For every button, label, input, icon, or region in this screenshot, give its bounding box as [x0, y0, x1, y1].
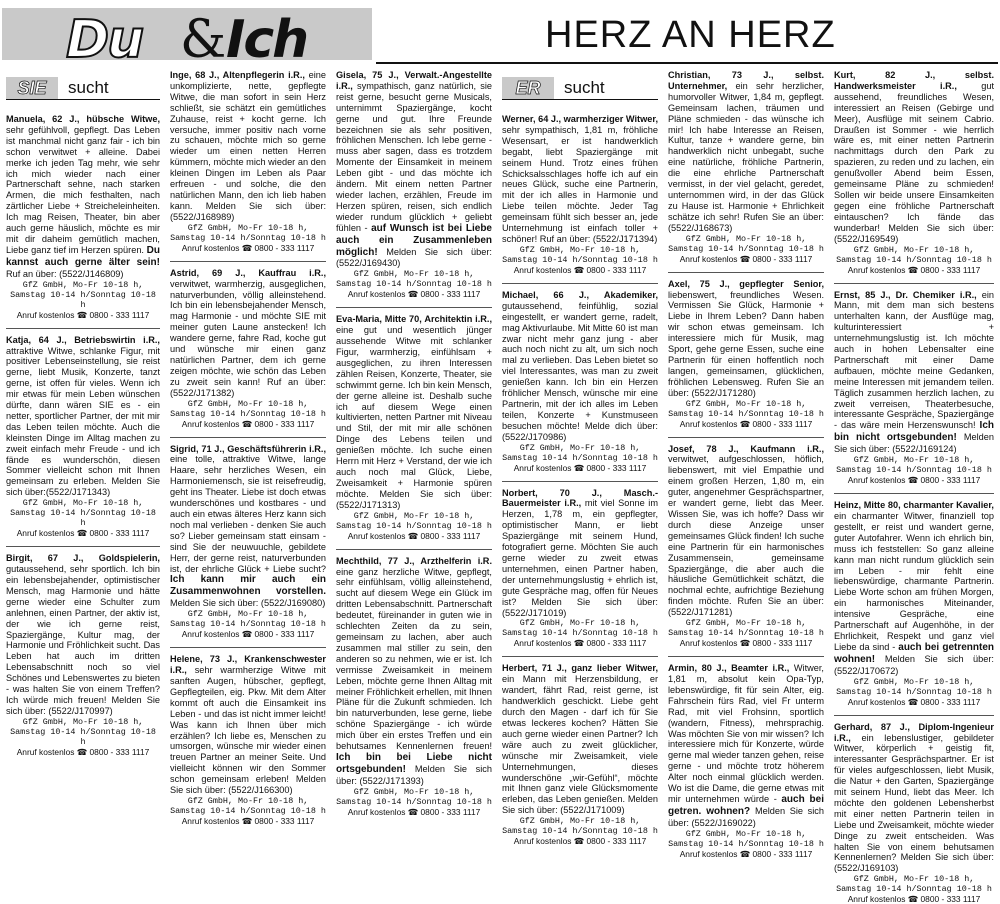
- classified-ad: [834, 290, 994, 486]
- section-header-er: [502, 70, 658, 100]
- ad-text: [170, 70, 326, 223]
- ad-headline: Manuela, 62 J., hübsche Witwe,: [6, 114, 160, 124]
- ad-separator: [170, 647, 326, 648]
- ad-body: sympathisch, ganz natürlich, sie reist gerne, besucht gerne Musicals, unternimmt Spaziergänge, kocht gerne und gut. Ihre Freunde bezeichnen sie als sehr positiven, fröhlichen Menschen. Ich lebe gerne - muss aber sagen, dass es trotzdem Momente der Einsamkeit in meinem Leben gibt - und das möchte ich ändern. Mit einem netten Partner wieder lachen, erzählen, Freude im Herzen spüren, reisen, sich endlich wieder rundum glücklich + geliebt fühlen -: [336, 80, 492, 233]
- section-word-sie: sucht: [68, 78, 109, 97]
- ad-reference: Melden Sie sich über: (5522/J171009): [502, 794, 658, 816]
- ad-headline: Josef, 78 J., Kaufmann i.R.,: [668, 443, 824, 454]
- ad-text: [668, 70, 824, 234]
- page-title: HERZ AN HERZ: [545, 14, 836, 56]
- classified-ad: [668, 279, 824, 429]
- ad-headline: Werner, 64 J., warmherziger Witwer,: [502, 114, 658, 124]
- ad-body: gutaussehend, sehr sportlich. Ich bin ein lebensbejahender, optimistischer Mensch, mag Harmonie und hätte gerne wieder eine Schulter zum anlehnen, einen Partner, der aktiv ist, der wie ich gerne reist, Spaziergänge, Kultur mag, der Harmonie und Fröhlichkeit sucht. Das Leben hat auch im dritten Lebensabschnitt noch so viel Schönes und Lebenswertes zu bieten - was halten Sie von einem Treffen? Ich würde mich freuen!: [6, 564, 160, 705]
- classified-ad: [170, 654, 326, 826]
- ad-headline: Axel, 75 J., gepflegter Senior,: [668, 278, 824, 289]
- ad-reference: Melden Sie sich über: (5522/J171019): [502, 596, 658, 618]
- ad-body: eine ganz herzliche Witwe, gepflegt, sehr einfühlsam, völlig alleinstehend, sucht auf diesem Wege ein Glück im dritten Lebensabschnitt. Partnerschaft bedeutet, füreinander in guten wie in schlechten Zeiten da zu sein, gemeinsam zu lachen, aber auch zusammen mal stiller zu sein, den anderen so zu nehmen, wie er ist. Ich vermisse Zweisamkeit in meinem Leben, möchte gerne Ihnen Alltag mit meiner Fröhlichkeit erhellen, mit Ihnen Pläne für die Zukunft schmieden. Ich bin naturverbunden, lese gerne, liebe schöne Spaziergänge - ich würde mich über ein erstes Treffen und ein behutsames Kennenlernen freuen!: [336, 566, 492, 752]
- ad-separator: [668, 272, 824, 273]
- ad-highlight: Ich bin nicht ortsgebunden!: [834, 420, 994, 444]
- column-6: [834, 70, 994, 904]
- classified-ad: [668, 70, 824, 264]
- ad-contact-line1: GfZ GmbH, Mo-Fr 10-18 h,: [187, 398, 309, 409]
- ad-headline: Sigrid, 71 J., Geschäftsführerin i.R.,: [170, 443, 326, 454]
- ad-contact-line2: Samstag 10-14 h/Sonntag 10-18 h: [502, 452, 658, 463]
- ad-contact-line2: Samstag 10-14 h/Sonntag 10-18 h: [336, 796, 492, 807]
- ad-body: ein charmanter Witwer, finanziell top gestellt, er reist und wandert gerne, guter Autofahrer. Wenn ich ehrlich bin, muss ich feststellen: So ganz alleine kann man nicht rundum glücklich sein im Leben - mir fehlt eine liebenswürdige, charmante Partnerin. Liebe Worte schon am frühen Morgen, ein harmonisches Miteinander, intensive Gespräche, eine Partnerschaft auf Augenhöhe, in der Ehrlichkeit, Respekt und ganz viel Liebe da sind -: [834, 511, 994, 652]
- ad-contact-line1: GfZ GmbH, Mo-Fr 10-18 h,: [853, 676, 975, 687]
- ad-separator: [6, 546, 160, 547]
- ad-list: [6, 114, 160, 757]
- ad-reference: Ruf an über: (5522/J171382): [170, 376, 326, 398]
- ad-contact-line2: Samstag 10-14 h/Sonntag 10-18 h: [10, 726, 156, 747]
- ad-body: ein lebenslustiger, gebildeter Witwer, körperlich + geistig fit, interessanter Gesprächspartner. Er ist für vieles aufgeschlossen, liebt Musik, die Natur + den Garten, Spaziergänge mit seinem Hund, liebt das Meer. Ich möchte den goldenen Lebensherbst mit einer netten Partnerin teilen in Liebe und Zweisamkeit, möchte wieder Dinge zu zweit entscheiden. Was halten Sie von einem behutsamen Kennenlernen?: [834, 732, 994, 863]
- ad-list: [668, 70, 824, 859]
- section-tag-er: ER: [502, 77, 554, 99]
- ad-headline: Gisela, 75 J., Verwalt.-Angestellte i.R.,: [336, 70, 492, 91]
- ad-text: [834, 500, 994, 677]
- ad-text: [668, 444, 824, 619]
- ad-body: gutaussehend, feinfühlig, sozial eingestellt, er wandert gerne, radelt, mag Aktivurlaube. Mit Mitte 60 ist man zwar nicht mehr ganz jung - aber auch noch nicht zu alt, um sich noch mal zu verlieben. Das Leben bietet so viel Interessantes, was man zu zweit genießen kann. Ich bin ein Herzen fröhlicher Mensch, wünsche mir eine Partnerin, mit der ich alles im Leben teilen, Konzerte + Kunstmuseen besuchen möchte!: [502, 300, 658, 431]
- ad-contact-phone: Anruf kostenlos ☎ 0800 - 333 1117: [847, 696, 981, 707]
- ad-list: [170, 70, 326, 826]
- classified-ad: [336, 314, 492, 540]
- ad-contact-line2: Samstag 10-14 h/Sonntag 10-18 h: [668, 628, 824, 639]
- ad-reference: Melden Sie sich über: (5522/J168989): [170, 200, 326, 222]
- classified-ad: [336, 556, 492, 817]
- ad-contact-phone: Anruf kostenlos ☎ 0800 - 333 1117: [347, 806, 481, 817]
- ad-contact-line1: GfZ GmbH, Mo-Fr 10-18 h,: [685, 233, 807, 244]
- ad-headline: Birgit, 67 J., Goldspielerin,: [6, 553, 160, 564]
- logo-du: Du: [66, 10, 143, 70]
- column-5: [668, 70, 825, 859]
- ad-contact-line2: Samstag 10-14 h/Sonntag 10-18 h: [170, 805, 326, 816]
- classified-ad: [502, 663, 658, 846]
- ad-headline: Christian, 73 J., selbst. Unternehmer,: [668, 70, 824, 91]
- ad-separator: [502, 283, 658, 284]
- ad-text: [336, 314, 492, 510]
- ad-contact-line1: GfZ GmbH, Mo-Fr 10-18 h,: [853, 244, 975, 255]
- ad-body: eine gut und wesentlich jünger aussehende Witwe mit schlanker Figur, warmherzig, einfühlsam + ausgeglichen, zu ihren Interessen zählen Reisen, Konzerte, Theater, sie schwimmt gerne. Ich bin kein Mensch, der gerne alleine ist. Deshalb suche ich auf diesem Wege einen kultivierten, netten Partner mit Niveau und Stil, der mit mir alle schönen Dinge des Lebens teilen und genießen möchte. Ich suche einen Herrn mit Herz + Verstand, der wie ich auch noch mal Glück, Liebe, Zweisamkeit + Harmonie spüren möchte.: [336, 325, 492, 499]
- section-tag-sie: SIE: [6, 77, 58, 99]
- ad-separator: [336, 549, 492, 550]
- ad-body: sehr gefühlvoll, gepflegt. Das Leben ist manchmal nicht ganz fair - ich bin schon verwitwet + alleine. Dabei merke ich jeden Tag mehr, wie sehr ich mich wieder nach einer Partnerschaft sehne, nach starken Armen, die mich festhalten, nach zärtlicher Liebe + Streicheleinheiten. Ich mag Reisen, Theater, bin aber auch gerne häuslich, möchte es mir mit dir daheim gemütlich machen, Liebe ganz tief im Herzen spüren.: [6, 124, 160, 255]
- page-header: [0, 0, 1000, 68]
- classified-ad: [170, 268, 326, 429]
- classified-ad: [834, 500, 994, 707]
- ad-separator: [834, 283, 994, 284]
- ad-body: mit viel Sonne im Herzen, 1,78 m, ein gepflegter, optimistischer Mann, er liebt Spaziergänge mit seinem Hund, fotografiert gerne. Möchten Sie auch gerne wieder zu zweit etwas unternehmen, einen Partner haben, der unternehmungslustig + ehrlich ist, gute Gespräche mag, offen für Neues ist?: [502, 498, 658, 607]
- ad-reference: Melden Sie sich über: (5522/J169022): [668, 805, 825, 828]
- ad-separator: [834, 715, 994, 716]
- ad-contact-phone: Anruf kostenlos ☎ 0800 - 333 1117: [847, 894, 981, 904]
- ad-contact-phone: Anruf kostenlos ☎ 0800 - 333 1117: [679, 848, 813, 859]
- ad-reference: Melden Sie sich über:(5522/J171343): [6, 476, 160, 498]
- ad-contact-line2: Samstag 10-14 h/Sonntag 10-18 h: [502, 826, 658, 837]
- ad-contact-phone: Anruf kostenlos ☎ 0800 - 333 1117: [16, 528, 150, 539]
- ad-contact-phone: Anruf kostenlos ☎ 0800 - 333 1117: [679, 638, 813, 649]
- classified-ad: [668, 444, 824, 649]
- ad-body: verwitwet, warmherzig, ausgeglichen, naturverbunden, völlig alleinstehend. Ich bin ein lebensbejahender Mensch, mag Harmonie - und möchte SIE mit meiner guten Laune anstecken! Ich wandere gerne, fahre Rad, koche gut und wünsche mir einen ganz natürlichen Partner, dem ich gerne zeigen möchte, wie schön das Leben zu zweit sein kann!: [170, 278, 326, 387]
- ad-body: sehr sympathisch, 1,81 m, fröhliche Wesensart, er ist handwerklich begabt, liebt Spaziergänge mit seinem Hund. Trotz eines frühen Schicksalsschlages hoffe ich auf ein neues Glück, suche eine Partnerin, mit der ich alles in Harmonie und Liebe teilen möchte. Jeder Tag gemeinsam fühlt sich besser an, jede Unternehmung ist einfach toller + schöner! Ruf an über: (5522/J171394): [502, 124, 658, 244]
- ad-reference: Melden Sie sich über: (5522/J166300): [170, 774, 326, 796]
- ad-headline: Helene, 73 J., Krankenschwester i.R.,: [170, 654, 326, 676]
- ad-reference: Melden Sie sich über: (5522/J170997): [6, 694, 161, 716]
- ad-text: [170, 654, 326, 796]
- ad-highlight: Du kannst auch gerne älter sein!: [6, 244, 160, 268]
- classified-ad: [6, 553, 160, 757]
- classified-ad: [170, 70, 326, 253]
- section-word-er: sucht: [564, 78, 605, 97]
- classified-ad: [668, 663, 824, 859]
- ad-contact-line1: GfZ GmbH, Mo-Fr 10-18 h,: [519, 618, 641, 629]
- ad-contact-line2: Samstag 10-14 h/Sonntag 10-18 h: [836, 254, 992, 265]
- classified-ad: [502, 114, 658, 275]
- ad-contact-line1: GfZ GmbH, Mo-Fr 10-18 h,: [187, 609, 309, 620]
- title-underline: [376, 62, 998, 64]
- ad-reference: Melden Sie sich über: (5522/J169124): [834, 432, 994, 455]
- ad-separator: [668, 656, 824, 657]
- ad-contact-line1: GfZ GmbH, Mo-Fr 10-18 h,: [519, 244, 641, 255]
- ad-contact-line1: GfZ GmbH, Mo-Fr 10-18 h,: [22, 716, 144, 727]
- ad-contact-phone: Anruf kostenlos ☎ 0800 - 333 1117: [513, 462, 647, 473]
- ad-contact-phone: Anruf kostenlos ☎ 0800 - 333 1117: [181, 815, 315, 826]
- logo-ampersand: &: [180, 10, 227, 70]
- ad-body: ein Mann mit Herzensbildung, er wandert, fährt Rad, reist gerne, ist handwerklich geschickt. Liebe geht durch den Magen - darf ich für Sie etwas leckeres kochen? Hätten Sie auch gerne wieder einen Partner? Ich wäre auch zu zweit glücklicher, wünsche mir Zweisamkeit, viele Unternehmungen, dieses wunderschöne „wir-Gefühl“, möchte mit Ihnen ganz viele Glücksmomente erleben, das Leben genießen.: [502, 674, 658, 805]
- ad-headline: Inge, 68 J., Altenpflegerin i.R.,: [170, 70, 309, 80]
- ad-reference: Melde dich über: (5522/J170986): [502, 420, 658, 442]
- ad-contact-line2: Samstag 10-14 h/Sonntag 10-18 h: [336, 520, 492, 531]
- ad-contact-line1: GfZ GmbH, Mo-Fr 10-18 h,: [853, 455, 975, 466]
- ad-contact-line1: GfZ GmbH, Mo-Fr 10-18 h,: [187, 795, 309, 806]
- ad-text: [502, 290, 658, 443]
- classified-ad: [6, 335, 160, 539]
- ad-reference: Rufen Sie an über: (5522/J171281): [668, 596, 824, 618]
- ad-reference: Rufen Sie an über: (5522/J171280): [668, 376, 824, 398]
- ad-contact-phone: Anruf kostenlos ☎ 0800 - 333 1117: [181, 418, 315, 429]
- ad-list: [502, 114, 658, 846]
- ad-list: [834, 70, 994, 904]
- ad-contact-phone: Anruf kostenlos ☎ 0800 - 333 1117: [347, 530, 481, 541]
- ad-text: [6, 553, 160, 717]
- ad-reference: Ruf an über: (5522/J146809): [6, 268, 124, 279]
- ad-separator: [170, 437, 326, 438]
- ad-headline: Kurt, 82 J., selbst. Handwerksmeister i.R.,: [834, 70, 994, 91]
- column-4: [502, 70, 658, 847]
- column-1: [6, 70, 161, 757]
- ad-body: gut aussehend, freundliches Wesen, interessiert an Reisen (Gebirge und Meer), Ausflüge mit seinem Cabrio. Draußen ist Sommer - wie herrlich wäre es, mit einer netten Partnerin nachmittags durch den Park zu spazieren, zu reden und zu lachen, ein genußvoller Abend beim Essen, gemeinsame Pläne zu schmieden! Sollen wir beide unsere Einsamkeiten gegen eine fröhliche Partnerschaft eintauschen? Ich fände das wunderbar!: [834, 80, 994, 233]
- ad-contact-phone: Anruf kostenlos ☎ 0800 - 333 1117: [16, 309, 150, 320]
- ad-reference: Melden Sie sich über: (5522/J171393): [336, 763, 493, 786]
- classified-ad: [336, 70, 492, 299]
- ad-headline: Michael, 66 J., Akademiker,: [502, 289, 658, 300]
- ad-contact-line1: GfZ GmbH, Mo-Fr 10-18 h,: [22, 498, 144, 509]
- logo-banner: [2, 8, 372, 70]
- ad-text: [6, 335, 160, 499]
- ad-contact-line2: Samstag 10-14 h/Sonntag 10-18 h: [668, 838, 824, 849]
- ad-headline: Mechthild, 77 J., Arzthelferin i.R.: [336, 555, 492, 566]
- ad-reference: Melden Sie sich über: (5522/J169080): [170, 598, 326, 609]
- ad-text: [834, 290, 994, 456]
- ad-text: [502, 488, 658, 619]
- ad-contact-line1: GfZ GmbH, Mo-Fr 10-18 h,: [353, 269, 475, 280]
- ad-contact-line2: Samstag 10-14 h/Sonntag 10-18 h: [836, 465, 992, 476]
- ad-contact-phone: Anruf kostenlos ☎ 0800 - 333 1117: [679, 253, 813, 264]
- ad-contact-line2: Samstag 10-14 h/Sonntag 10-18 h: [836, 884, 992, 895]
- ad-headline: Norbert, 70 J., Masch.-Bauermeister i.R.,: [502, 487, 658, 509]
- ad-body: liebenswert, freundliches Wesen. Vermissen Sie Glück, Harmonie + Liebe in Ihrem Leben? Dann haben wir schon etwas gemeinsam. Ich interessiere mich für Musik, mag Sport, gehe gerne Essen, suche eine Partnerin für einen hoffentlich noch langen, gemeinsamen, glücklichen, fröhlichen Lebensweg.: [668, 289, 824, 387]
- ad-contact-line2: Samstag 10-14 h/Sonntag 10-18 h: [502, 628, 658, 639]
- ad-separator: [6, 328, 160, 329]
- ad-contact-line1: GfZ GmbH, Mo-Fr 10-18 h,: [685, 828, 807, 839]
- ad-contact-line1: GfZ GmbH, Mo-Fr 10-18 h,: [22, 279, 144, 290]
- ad-reference: Melden Sie sich über: (5522/J169549): [834, 222, 994, 244]
- ad-reference: Rufen Sie an über: (5522/J168673): [668, 211, 824, 233]
- ad-text: [336, 70, 492, 269]
- section-header-sie: [6, 70, 160, 100]
- classified-ad: [6, 114, 160, 320]
- ad-text: [502, 663, 658, 816]
- ad-contact-phone: Anruf kostenlos ☎ 0800 - 333 1117: [181, 629, 315, 640]
- ad-headline: Astrid, 69 J., Kauffrau i.R.,: [170, 267, 326, 278]
- ad-text: [668, 279, 824, 399]
- ad-headline: Katja, 64 J., Betriebswirtin i.R.,: [6, 334, 160, 345]
- ad-highlight: Ich bin bei Liebe nicht ortsgebunden!: [336, 751, 492, 775]
- ad-highlight: auch bei getren. wohnen?: [668, 793, 824, 817]
- ad-headline: Herbert, 71 J., ganz lieber Witwer,: [502, 663, 658, 674]
- ad-separator: [336, 307, 492, 308]
- ad-contact-line2: Samstag 10-14 h/Sonntag 10-18 h: [668, 243, 824, 254]
- ad-contact-line1: GfZ GmbH, Mo-Fr 10-18 h,: [519, 816, 641, 827]
- ad-text: [668, 663, 824, 829]
- ad-contact-phone: Anruf kostenlos ☎ 0800 - 333 1117: [181, 242, 315, 253]
- classified-ad: [502, 488, 658, 649]
- ad-contact-line1: GfZ GmbH, Mo-Fr 10-18 h,: [685, 398, 807, 409]
- logo-ich: Ich: [226, 10, 308, 70]
- ad-contact-phone: Anruf kostenlos ☎ 0800 - 333 1117: [513, 264, 647, 275]
- ad-contact-line2: Samstag 10-14 h/Sonntag 10-18 h: [836, 686, 992, 697]
- ad-highlight: Ich kann mir auch ein Zusammenwohnen vorstellen.: [170, 574, 326, 598]
- ad-contact-line2: Samstag 10-14 h/Sonntag 10-18 h: [336, 279, 492, 290]
- ad-contact-phone: Anruf kostenlos ☎ 0800 - 333 1117: [847, 264, 981, 275]
- ad-body: sehr warmherzige Witwe mit sanften Augen, hübscher, gepflegt, Gepflegteilen, eig. Pkw. Mit dem Alter kommt oft auch die Einsamkeit ins Leben - und das ist nicht immer leicht! Was kann ich Ihnen über mich erzählen? Ich liebe es, Menschen zu umsorgen, wünsche mir wieder einen treuen Partner an meiner Seite. Und vielleicht können wir den Sommer schon gemeinsam erleben!: [170, 665, 326, 785]
- ad-list: [336, 70, 492, 817]
- ad-text: [170, 268, 326, 399]
- ad-headline: Heinz, Mitte 80, charmanter Kavalier,: [834, 500, 994, 511]
- ad-contact-line1: GfZ GmbH, Mo-Fr 10-18 h,: [519, 442, 641, 453]
- ad-body: verwitwet, aufgeschlossen, höflich, liebenswert, mit viel Empathie und einem großen Herzen, 1,80 m, ein guter, angenehmer Gesprächspartner, er wandert gerne, liebt das Meer. Wissen Sie, was ich hoffe? Dass wir durch diese Anzeige unser gemeinsames Glück finden! Ich suche eine Partnerin für ein harmonisches Zusammensein, gemeinsame Spaziergänge, die aber auch die häusliche Gemütlichkeit schätzt, die nochmal echte, aufrichtige Beziehung finden möchte.: [668, 454, 824, 607]
- ad-separator: [834, 493, 994, 494]
- ad-headline: Gerhard, 87 J., Diplom-Ingenieur i.R.,: [834, 721, 994, 743]
- ad-separator: [502, 481, 658, 482]
- ad-contact-phone: Anruf kostenlos ☎ 0800 - 333 1117: [847, 475, 981, 486]
- ad-contact-phone: Anruf kostenlos ☎ 0800 - 333 1117: [513, 836, 647, 847]
- ad-contact-phone: Anruf kostenlos ☎ 0800 - 333 1117: [347, 289, 481, 300]
- ad-reference: Melden Sie sich über: (5522/J170672): [834, 653, 994, 676]
- ad-highlight: auf Wunsch ist bei Liebe auch ein Zusammenleben möglich!: [336, 222, 492, 258]
- ad-contact-line2: Samstag 10-14 h/Sonntag 10-18 h: [10, 508, 156, 529]
- ad-contact-phone: Anruf kostenlos ☎ 0800 - 333 1117: [16, 746, 150, 757]
- ad-headline: Armin, 80 J., Beamter i.R.,: [668, 663, 794, 674]
- ad-body: Witwer, 1,81 m, absolut kein Opa-Typ, lebenswürdige, fit für sein Alter, eig. Fahrschein fürs Rad, viel Fr unterm Rad, mit viel Frohsinn, sportlich (wandern, Fitness), mehrsprachig. Was möchten Sie von mir wissen? Ich interessiere mich für Konzerte, würde gerne mal wieder tanzen gehen, reise gerne - und möchte trotz höherem Alter noch einmal glücklich werden. Wo ist die Dame, die gerne etwas mit mir unternehmen würde -: [668, 663, 824, 804]
- ad-separator: [668, 437, 824, 438]
- ad-text: [834, 722, 994, 875]
- ad-separator: [170, 261, 326, 262]
- ad-separator: [502, 656, 658, 657]
- classified-ad: [834, 722, 994, 904]
- ad-body: eine tolle, attraktive Witwe, lange Haare, sehr herzliches Wesen, ein Harmoniemensch, sie ist reisefreudig, geht ins Theater. Liebe ist doch etwas wunderschönes und kostbares - und auch ein etwas älteres Herz kann sich noch mal verlieben - denken Sie auch so? Lieber gemeinsam statt einsam - sind Sie der neuwuuchle, gebildete Herr, der gerne reist, naturverbunden ist, der ehrliche Glück + Liebe sucht?: [170, 454, 326, 574]
- column-3: [336, 70, 493, 817]
- ad-contact-line1: GfZ GmbH, Mo-Fr 10-18 h,: [685, 618, 807, 629]
- ad-contact-line2: Samstag 10-14 h/Sonntag 10-18 h: [668, 408, 824, 419]
- ad-contact-line2: Samstag 10-14 h/Sonntag 10-18 h: [502, 254, 658, 265]
- ad-headline: Ernst, 85 J., Dr. Chemiker i.R.,: [834, 289, 982, 300]
- ad-contact-line2: Samstag 10-14 h/Sonntag 10-18 h: [170, 408, 326, 419]
- ad-body: ein Mann, mit dem man sich bestens unterhalten kann, der Ausflüge mag, kulturinteressiert + unternehmungslustig ist. Ich möchte auch in hohen Lebensalter eine Partnerschaft mit einer Dame aufbauen, möchte meine Gedanken, meine Interessen mit jemandem teilen. Täglich zusammen herzlich lachen, zu zweit verreisen, Theaterbesuche, interessante Gespräche, Spaziergänge - das wäre mein Herzenswunsch!: [834, 289, 994, 431]
- ad-body: attraktive Witwe, schlanke Figur, mit positiver Lebenseinstellung, sie reist gerne, liebt Musik, Konzerte, tanzt gerne, ist offen für vieles. Wenn ich mir etwas für mein Leben wünschen dürfte, dann wären SIE es - ein netter, sportlicher Partner, der mit mir das Leben teilen möchte. Auch die kleinsten Dinge im Alltag machen zu zweit einfach mehr Freude - und ich fände es wunderschön, diesen Sommer vielleicht schon mit Ihnen gemeinsam zu erleben.: [6, 345, 160, 487]
- ad-body: ein sehr herzlicher, humorvoller Witwer, 1,84 m, gepflegt. Gemeinsam lachen, träumen und Pläne schmieden - das wünsche ich mir! Ich habe Interesse an Reisen, Kultur, tanze + wandere gerne, bin handwerklich nicht unbegabt, suche eine natürliche, fröhliche Partnerin, die eine ehrliche Partnerschaft vermisst, in der viel gelacht, geredet, unternommen wird, in der das Glück zu Hause ist. Harmonie + Ehrlichkeit schätze ich sehr!: [668, 80, 824, 222]
- ad-contact-phone: Anruf kostenlos ☎ 0800 - 333 1117: [679, 418, 813, 429]
- ad-contact-line2: Samstag 10-14 h/Sonntag 10-18 h: [10, 289, 156, 310]
- classified-ad: [502, 290, 658, 473]
- ad-contact-phone: Anruf kostenlos ☎ 0800 - 333 1117: [513, 638, 647, 649]
- ad-contact-line2: Samstag 10-14 h/Sonntag 10-18 h: [170, 619, 326, 630]
- classified-ad: [834, 70, 994, 275]
- ad-contact-line1: GfZ GmbH, Mo-Fr 10-18 h,: [353, 510, 475, 521]
- ad-text: [6, 114, 160, 280]
- ad-body: eine unkomplizierte, nette, gepflegte Witwe, die man sofort in sein Herz schließt, sie schätzt ein gemütliches Zuhause, reist + kocht gerne. Ich versuche, immer positiv nach vorne zu schauen, möchte mich so gerne wieder um einen netten Herren kümmern, möchte mich wieder an den kleinen Dingen im Leben als Paar erfreuen - und solche, die den natürlichen Mann, den ich lieb haben kann.: [170, 70, 326, 211]
- ad-reference: Melden Sie sich über: (5522/J169103): [834, 852, 994, 874]
- ad-reference: Melden Sie sich über: (5522/J171313): [336, 488, 492, 510]
- ad-contact-line2: Samstag 10-14 h/Sonntag 10-18 h: [170, 232, 326, 243]
- ad-text: [834, 70, 994, 245]
- classified-ad: [170, 444, 326, 640]
- ad-contact-line1: GfZ GmbH, Mo-Fr 10-18 h,: [353, 786, 475, 797]
- ad-headline: Eva-Maria, Mitte 70, Architektin i.R.,: [336, 314, 492, 325]
- ad-reference: Melden Sie sich über: (5522/J169430): [336, 246, 492, 269]
- ad-contact-line1: GfZ GmbH, Mo-Fr 10-18 h,: [187, 222, 309, 233]
- column-2: [170, 70, 326, 826]
- ad-highlight: auch bei getrennten wohnen!: [834, 641, 994, 665]
- ad-contact-line1: GfZ GmbH, Mo-Fr 10-18 h,: [853, 874, 975, 885]
- ad-text: [336, 556, 492, 787]
- ad-text: [170, 444, 326, 610]
- ad-text: [502, 114, 658, 245]
